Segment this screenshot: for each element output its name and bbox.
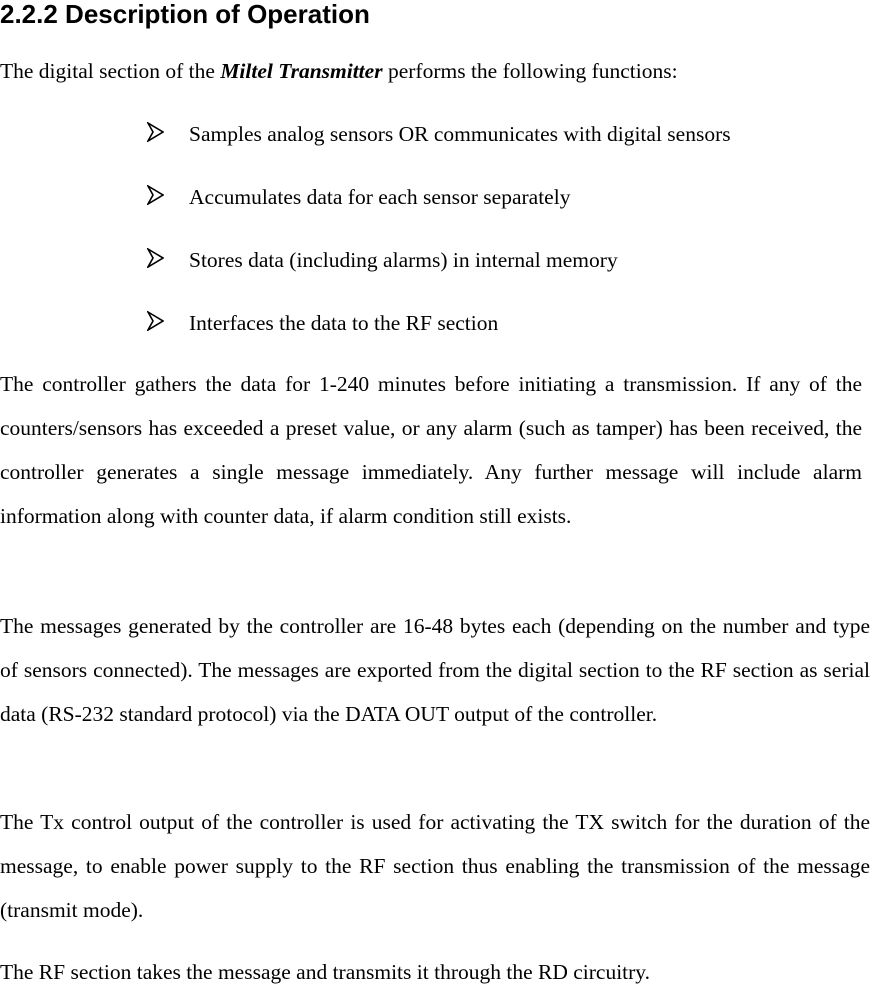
- arrowhead-bullet-icon: [147, 311, 164, 331]
- paragraph-rf-section: The RF section takes the message and transmits it through the RD circuitry.: [0, 960, 651, 984]
- intro-text-after: performs the following functions:: [382, 59, 678, 83]
- paragraph-message-format: The messages generated by the controller are 16-48 bytes each (depending on the number and type of sensors connected). The messages are exported from the digital section to the RF section as serial data (RS-232 standard protocol) via the DATA OUT output of the controller.: [0, 614, 870, 726]
- paragraph-tx-control: The Tx control output of the controller is used for activating the TX switch for the duration of the message, to enable power supply to the RF section thus enabling the transmission of the message (transmit mode).: [0, 810, 870, 922]
- list-item-text: Interfaces the data to the RF section: [189, 311, 499, 335]
- arrowhead-bullet-icon: [147, 122, 164, 142]
- arrowhead-bullet-icon: [147, 248, 164, 268]
- list-item-text: Samples analog sensors OR communicates with digital sensors: [189, 122, 731, 146]
- section-heading: 2.2.2 Description of Operation: [0, 0, 370, 29]
- list-item-text: Accumulates data for each sensor separately: [189, 185, 571, 209]
- paragraph-controller-gathering: The controller gathers the data for 1-240 minutes before initiating a transmission. If any of the counters/sensors has exceeded a preset value, or any alarm (such as tamper) has been received, the controller generates a single message immediately. Any further message will include alarm information along with counter data, if alarm condition still exists.: [0, 372, 862, 528]
- intro-text-before: The digital section of the: [0, 59, 221, 83]
- list-item-text: Stores data (including alarms) in internal memory: [189, 248, 618, 272]
- arrowhead-bullet-icon: [147, 185, 164, 205]
- intro-paragraph: [0, 49, 678, 93]
- product-name: Miltel Transmitter: [220, 59, 383, 83]
